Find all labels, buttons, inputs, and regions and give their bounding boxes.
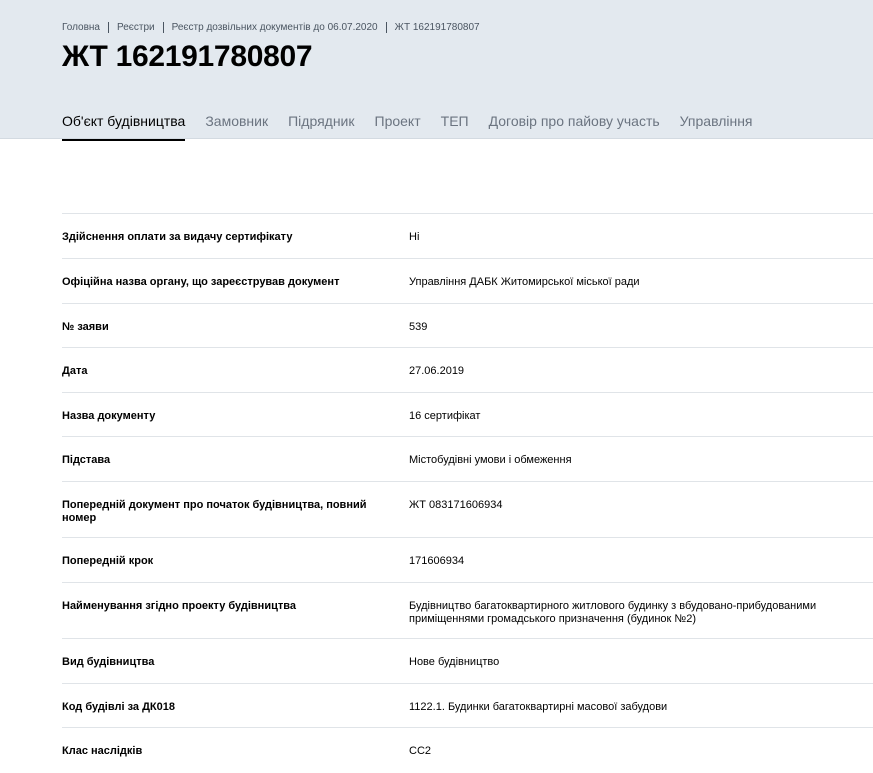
table-row — [62, 583, 873, 639]
row-label: Попередній крок — [62, 555, 154, 567]
breadcrumb-current: ЖТ 162191780807 — [394, 22, 480, 33]
tab-customer[interactable]: Замовник — [205, 113, 269, 129]
page-header — [0, 0, 873, 139]
breadcrumb — [62, 22, 480, 33]
row-label: Офіційна назва органу, що зареєстрував документ — [62, 276, 340, 288]
breadcrumb-registry-link[interactable]: Реєстр дозвільних документів до 06.07.2020 — [171, 22, 378, 33]
row-value: ЖТ 083171606934 — [409, 499, 503, 511]
row-label: Код будівлі за ДК018 — [62, 701, 175, 713]
table-row — [62, 639, 873, 684]
tab-project[interactable]: Проект — [374, 113, 421, 129]
tab-management[interactable]: Управління — [679, 113, 753, 129]
row-value: СС2 — [409, 745, 432, 757]
row-label: Попередній документ про початок будівництва, повний номер — [62, 499, 367, 524]
tab-construction-object[interactable]: Об'єкт будівництва — [62, 112, 185, 141]
row-label: Дата — [62, 365, 88, 377]
row-value: 27.06.2019 — [409, 365, 465, 377]
table-row — [62, 393, 873, 437]
row-value: Будівництво багатоквартирного житлового будинку з вбудовано-прибудованими приміщеннями громадського призначення (будинок №2) — [409, 600, 817, 625]
row-label: № заяви — [62, 321, 109, 333]
row-value: Управління ДАБК Житомирської міської ради — [409, 276, 640, 288]
row-label: Здійснення оплати за видачу сертифікату — [62, 231, 293, 243]
row-value: Нове будівництво — [409, 656, 500, 668]
breadcrumb-registries-link[interactable]: Реєстри — [117, 22, 155, 33]
tab-contractor[interactable]: Підрядник — [288, 113, 355, 129]
row-value: 1122.1. Будинки багатоквартирні масової забудови — [409, 701, 668, 713]
table-row — [62, 684, 873, 728]
table-row — [62, 259, 873, 304]
row-label: Найменування згідно проекту будівництва — [62, 600, 296, 612]
row-value: Ні — [409, 231, 420, 243]
row-value: 171606934 — [409, 555, 465, 567]
table-row — [62, 437, 873, 482]
tab-tep[interactable]: ТЕП — [440, 113, 469, 129]
tab-bar — [62, 112, 773, 141]
table-row — [62, 482, 873, 538]
row-value: 539 — [409, 321, 428, 333]
row-value: Містобудівні умови і обмеження — [409, 454, 572, 466]
tab-shared-participation-contract[interactable]: Договір про пайову участь — [488, 113, 660, 129]
breadcrumb-home-link[interactable]: Головна — [62, 22, 100, 33]
table-row — [62, 214, 873, 259]
table-row — [62, 304, 873, 348]
breadcrumb-separator — [163, 22, 164, 33]
breadcrumb-separator — [108, 22, 109, 33]
table-row — [62, 538, 873, 583]
table-row — [62, 348, 873, 393]
row-label: Назва документу — [62, 410, 156, 422]
table-row — [62, 728, 873, 773]
row-value: 16 сертифікат — [409, 410, 481, 422]
breadcrumb-separator — [386, 22, 387, 33]
row-label: Підстава — [62, 454, 111, 466]
details-table — [62, 213, 873, 773]
row-label: Вид будівництва — [62, 656, 155, 668]
page-title: ЖТ 162191780807 — [62, 40, 313, 73]
row-label: Клас наслідків — [62, 745, 143, 757]
